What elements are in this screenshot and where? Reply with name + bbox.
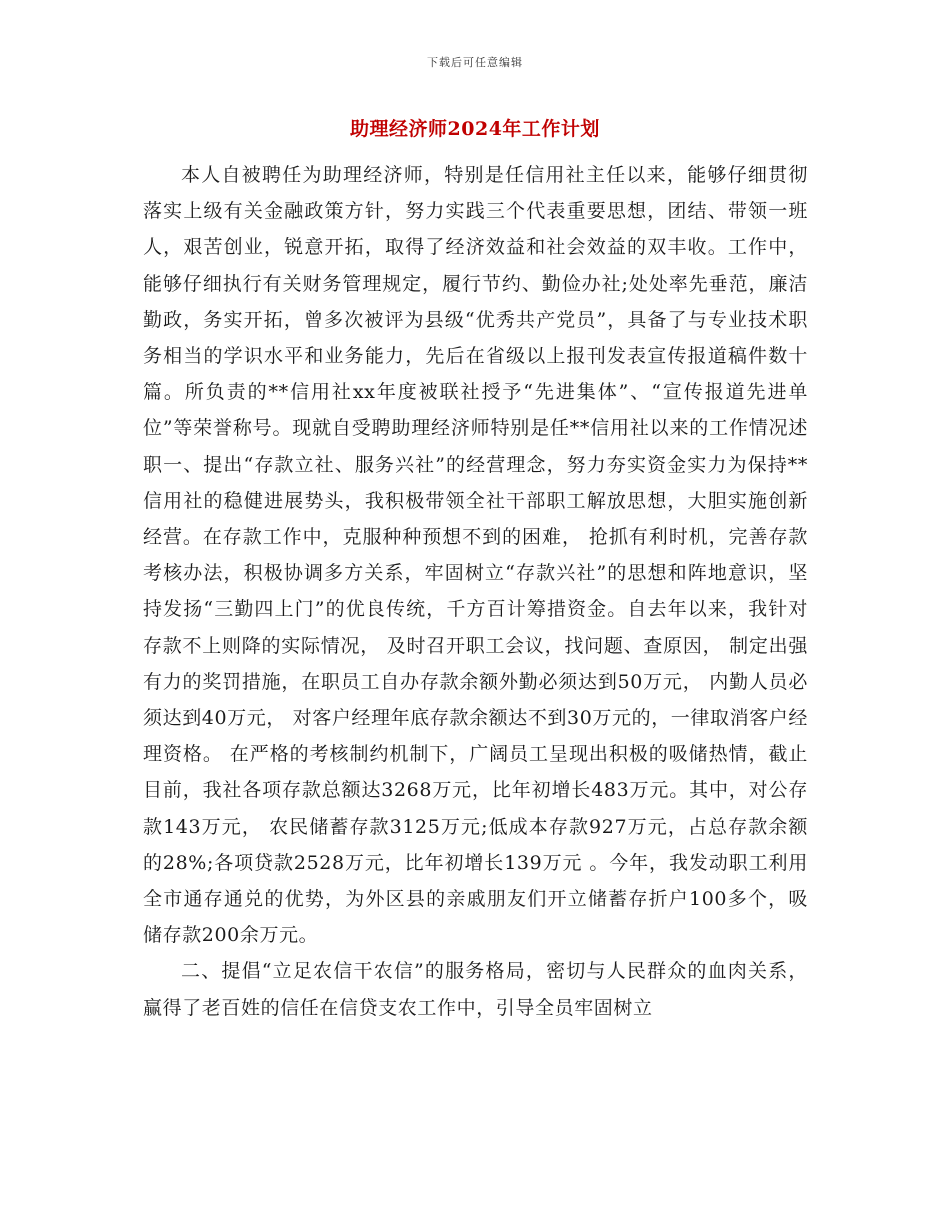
document-title: 助理经济师2024年工作计划	[350, 118, 600, 140]
paragraph-1: 本人自被聘任为助理经济师，特别是任信用社主任以来，能够仔细贯彻落实上级有关金融政策方针，努力实践三个代表重要思想，团结、带领一班人，艰苦创业，锐意开拓，取得了经济效益和社会效益的双丰收。工作中，能够仔细执行有关财务管理规定，履行节约、勤俭办社;处处率先垂范，廉洁勤政，务实开拓，曾多次被评为县级“优秀共产党员”，具备了与专业技术职务相当的学识水平和业务能力，先后在省级以上报刊发表宣传报道稿件数十篇。所负责的**信用社xx年度被联社授予“先进集体”、“宣传报道先进单位”等荣誉称号。现就自受聘助理经济师特别是任**信用社以来的工作情况述职一、提出“存款立社、服务兴社”的经营理念，努力夯实资金实力为保持**信用社的稳健进展势头，我积极带领全社干部职工解放思想，大胆实施创新经营。在存款工作中，克服种种预想不到的困难， 抢抓有利时机，完善存款考核办法，积极协调多方关系，牢固树立“存款兴社”的思想和阵地意识，坚持发扬“三勤四上门”的优良传统，千方百计筹措资金。自去年以来，我针对存款不上则降的实际情况， 及时召开职工会议，找问题、查原因， 制定出强有力的奖罚措施，在职员工自办存款余额外勤必须达到50万元， 内勤人员必须达到40万元， 对客户经理年底存款余额达不到30万元的，一律取消客户经理资格。 在严格的考核制约机制下，广阔员工呈现出积极的吸储热情，截止目前，我社各项存款总额达3268万元，比年初增长483万元。其中，对公存款143万元， 农民储蓄存款3125万元;低成本存款927万元，占总存款余额的28%;各项贷款2528万元，比年初增长139万元 。今年，我发动职工利用全市通存通兑的优势，为外区县的亲戚朋友们开立储蓄存折户100多个，吸储存款200余万元。	[143, 164, 808, 947]
header-note: 下载后可任意编辑	[427, 56, 523, 69]
document-body	[143, 157, 808, 1026]
paragraph-2: 二、提倡“立足农信干农信”的服务格局，密切与人民群众的血肉关系，赢得了老百姓的信任在信贷支农工作中，引导全员牢固树立	[143, 960, 808, 1019]
